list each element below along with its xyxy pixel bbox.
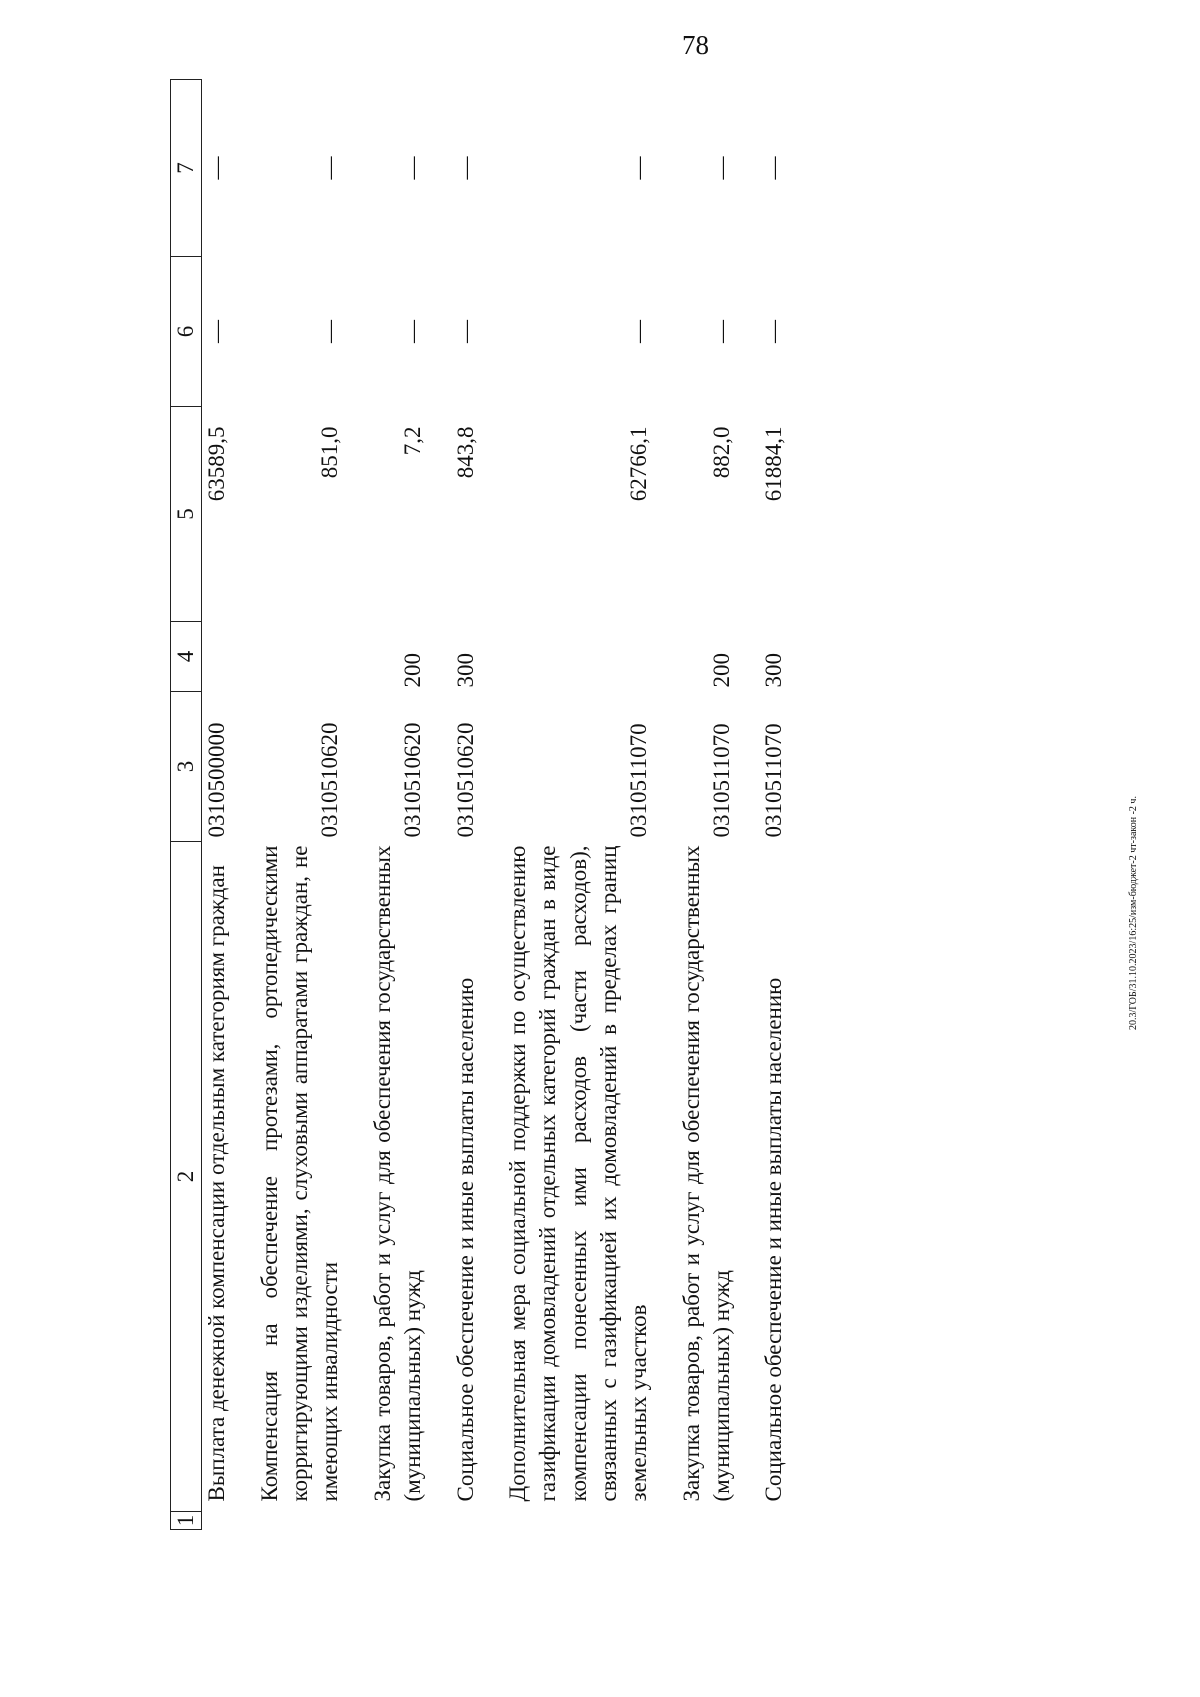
row-col7-cell: — — [761, 156, 787, 180]
table-row — [451, 80, 481, 1530]
document-footer: 20.3/ГОБ/31.10.2023/16:25/изм-бюджет-2 чт-закон -2 ч. — [1128, 796, 1139, 1030]
row-code-cell: 0310511070 — [709, 723, 735, 838]
row-index-cell — [503, 1512, 655, 1530]
row-code-cell: 0310500000 — [204, 722, 230, 838]
row-spacer — [655, 80, 677, 1530]
row-amount-cell: 63589,5 — [204, 426, 230, 502]
table-header-row — [171, 80, 202, 1530]
spacer-cell — [429, 80, 451, 1530]
column-header: 1 — [171, 1512, 202, 1530]
table-row — [255, 80, 346, 1530]
row-col7-cell: — — [317, 156, 343, 180]
spacer-cell — [346, 80, 368, 1530]
spacer-cell — [233, 80, 255, 1530]
row-type-cell: 200 — [400, 653, 426, 688]
row-col6-cell: — — [626, 320, 652, 343]
row-type-cell — [503, 622, 655, 692]
row-col7-cell: — — [452, 156, 478, 180]
row-amount-cell: 7,2 — [400, 426, 426, 456]
table-row — [677, 80, 738, 1530]
row-type-cell: 300 — [452, 653, 478, 688]
column-header: 6 — [171, 257, 202, 407]
row-spacer — [481, 80, 503, 1530]
row-name-cell: Компенсация на обеспечение протезами, ортопедическими корригирующими изделиями, слуховыми аппаратами граждан, не имеющих инвалидности — [256, 845, 343, 1502]
table-row — [202, 80, 233, 1530]
page-number: 78 — [682, 30, 709, 60]
row-amount-cell: 62766,1 — [626, 426, 652, 502]
row-name-cell: Социальное обеспечение и иные выплаты населению — [452, 977, 478, 1502]
row-name-cell: Закупка товаров, работ и услуг для обеспечения государственных (муниципальных) нужд — [678, 845, 735, 1502]
row-col7-cell: — — [400, 156, 426, 180]
row-index-cell — [759, 1512, 789, 1530]
row-amount-cell: 61884,1 — [761, 426, 787, 502]
row-index-cell — [255, 1512, 346, 1530]
row-spacer — [429, 80, 451, 1530]
column-header: 5 — [171, 407, 202, 622]
row-spacer — [737, 80, 759, 1530]
row-col7-cell: — — [204, 156, 230, 180]
budget-table — [170, 79, 790, 1530]
table-row — [503, 80, 655, 1530]
row-index-cell — [451, 1512, 481, 1530]
row-index-cell — [202, 1512, 233, 1530]
row-col6-cell: — — [709, 320, 735, 343]
row-code-cell: 0310510620 — [400, 722, 426, 838]
row-amount-cell: 882,0 — [709, 426, 735, 479]
row-name-cell: Выплата денежной компенсации отдельным категориям граждан — [204, 865, 230, 1502]
row-type-cell — [202, 622, 233, 692]
row-amount-cell: 843,8 — [452, 426, 478, 479]
row-col6-cell: — — [761, 320, 787, 343]
row-col7-cell: — — [709, 156, 735, 180]
row-name-cell: Дополнительная мера социальной поддержки по осуществлению газификации домовладений отдельных категорий граждан в виде компенсации понесенных ими расходов (части расходов), связанных с газификацией их домовладений в пределах границ земельных участков — [504, 845, 652, 1502]
row-spacer — [233, 80, 255, 1530]
row-col6-cell: — — [317, 320, 343, 343]
row-col6-cell: — — [452, 320, 478, 343]
row-amount-cell: 851,0 — [317, 426, 343, 479]
row-code-cell: 0310510620 — [317, 722, 343, 838]
spacer-cell — [481, 80, 503, 1530]
row-index-cell — [368, 1512, 429, 1530]
row-col6-cell: — — [204, 320, 230, 343]
row-type-cell — [255, 622, 346, 692]
spacer-cell — [737, 80, 759, 1530]
table-row — [759, 80, 789, 1530]
row-type-cell: 200 — [709, 653, 735, 688]
column-header: 4 — [171, 622, 202, 692]
row-name-cell: Социальное обеспечение и иные выплаты населению — [761, 977, 787, 1502]
row-code-cell: 0310511070 — [626, 723, 652, 838]
row-index-cell — [677, 1512, 738, 1530]
column-header: 7 — [171, 80, 202, 257]
table-row — [368, 80, 429, 1530]
row-code-cell: 0310510620 — [452, 722, 478, 838]
row-type-cell: 300 — [761, 653, 787, 688]
spacer-cell — [655, 80, 677, 1530]
row-name-cell: Закупка товаров, работ и услуг для обеспечения государственных (муниципальных) нужд — [369, 845, 426, 1502]
row-code-cell: 0310511070 — [761, 723, 787, 838]
row-spacer — [346, 80, 368, 1530]
column-header: 2 — [171, 842, 202, 1512]
row-col6-cell: — — [400, 320, 426, 343]
row-col7-cell: — — [626, 156, 652, 180]
column-header: 3 — [171, 692, 202, 842]
rotated-table-container — [170, 80, 1040, 1530]
